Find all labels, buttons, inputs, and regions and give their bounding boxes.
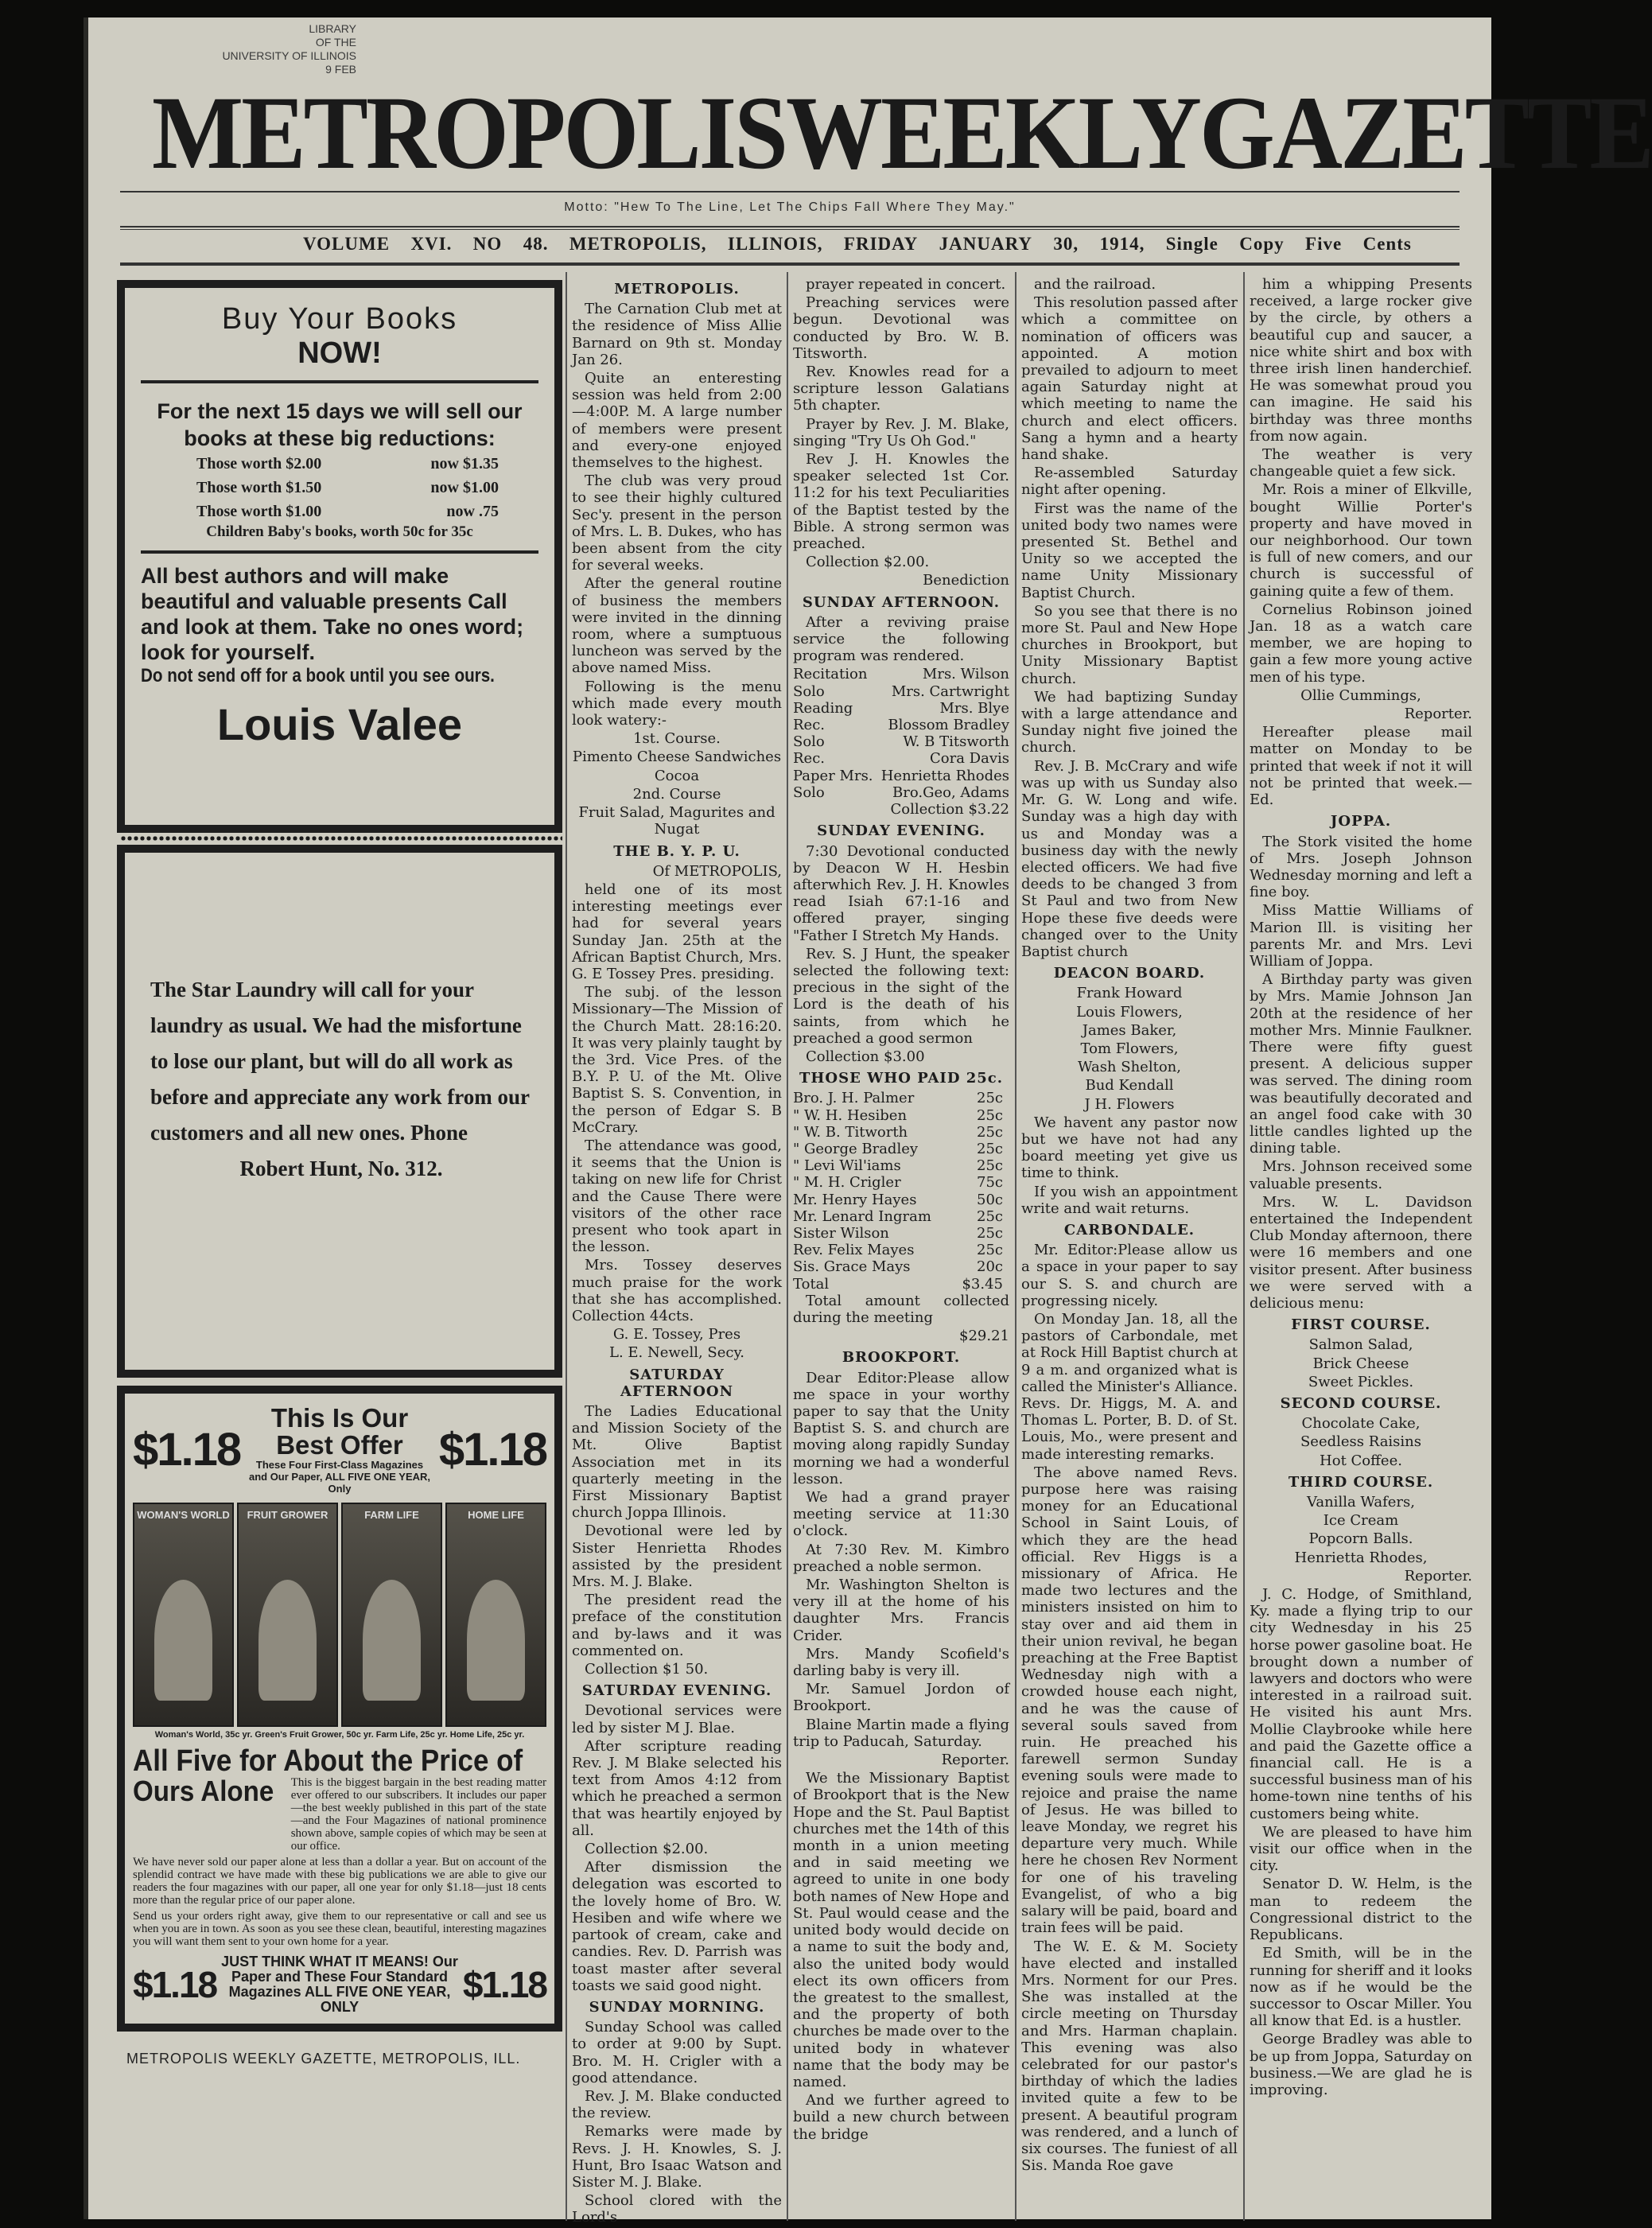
paragraph: Collection $1 50. — [585, 1661, 709, 1678]
price-value: now $1.35 — [430, 455, 499, 472]
newspaper-page — [84, 17, 1652, 2226]
payer: Rev. Felix Mayes — [793, 1242, 915, 1259]
amount: 75c — [977, 1174, 1003, 1192]
program-row — [793, 750, 1009, 767]
program-item: Solo — [793, 783, 825, 801]
price-label: Those worth $1.50 — [196, 479, 322, 496]
paragraph: On Monday Jan. 18, all the pastors of Carbondale, met at Rock Hill Baptist church at 9 a m. and organized what is called the Minister's Alliance. Revs. Dr. Higgs, M. A. and Thomas L. Porter, B. D. of St. Louis, Mo., were present and made interesting remarks. — [1021, 1310, 1238, 1463]
dotted-divider — [120, 835, 562, 842]
volume-word: Single — [1165, 234, 1219, 254]
section-heading: CARBONDALE. — [1063, 1221, 1195, 1238]
masthead-word: METROPOLIS — [152, 75, 787, 192]
paragraph: Rev J. H. Knowles the speaker selected 1st Cor. 11:2 for his text Peculiarities of the Baptist tested by the Bible. A strong sermon was preached. — [793, 451, 1009, 553]
paragraph: J. C. Hodge, of Smithland, Ky. made a flying trip to our city Wednesday in his 25 horse power gasoline boat. He brought down a number of lawyers and doctors who were interested in a railroad suit. He visited his aunt Mrs. Mollie Claybrooke while here and paid the Gazette office a financial call. He is a successful business man of his home-town nine tenths of his customers being white. — [1250, 1586, 1472, 1822]
amount: 25c — [977, 1224, 1003, 1242]
paragraph: We havent any pastor now but we have not had any board meeting yet give us time to think. — [1021, 1114, 1238, 1182]
magazine-cover: FRUIT GROWER — [237, 1503, 338, 1727]
program-item: Rec. — [793, 717, 826, 734]
payment-row — [793, 1124, 1009, 1141]
paragraph: Mr. Samuel Jordon of Brookport. — [793, 1681, 1009, 1715]
paragraph: We had baptizing Sunday with a large attendance and Sunday night five joined the church. — [1021, 688, 1238, 756]
menu-item: Chocolate Cake, — [1301, 1415, 1421, 1433]
deacon-name: James Baker, — [1082, 1021, 1177, 1039]
paragraph: Total amount collected during the meeting — [793, 1292, 1009, 1326]
books-ad — [117, 280, 562, 833]
volume-word: XVI. — [410, 234, 453, 254]
paragraph: If you wish an appointment write and wait returns. — [1021, 1183, 1238, 1217]
price-row — [141, 452, 538, 476]
paragraph: After scripture reading Rev. J. M Blake selected his text from Amos 4:12 from which he preached a sermon that was heartily enjoyed by all. — [572, 1737, 782, 1839]
paragraph: The attendance was good, it seems that the Union is taking on new life for Christ and the Cause There were visitors of the other race present who took apart in the lesson. — [572, 1137, 782, 1256]
paragraph: Remarks were made by Revs. J. H. Knowles, S. J. Hunt, Bro Isaac Watson and Sister M. J. Blake. — [572, 2123, 782, 2191]
menu-item: Ice Cream — [1323, 1512, 1399, 1530]
divider — [120, 226, 1460, 227]
ad-advertiser: Louis Valee — [216, 699, 463, 749]
deacon-name: Tom Flowers, — [1080, 1040, 1179, 1057]
section-heading: SUNDAY MORNING. — [589, 1998, 765, 2016]
volume-word: Five — [1305, 234, 1343, 254]
amount: $29.21 — [959, 1328, 1009, 1345]
ad-body: All best authors and will make beautiful and valuable presents Call and look at them. Take no ones word; look for yourself. — [141, 564, 524, 664]
menu-item: Brick Cheese — [1312, 1355, 1409, 1372]
payment-row — [793, 1090, 1009, 1106]
volume-word: Copy — [1239, 234, 1285, 254]
section-heading: METROPOLIS. — [614, 281, 740, 297]
ad-headline: This Is Our Best Offer — [270, 1403, 409, 1460]
news-column — [572, 276, 782, 2228]
volume-word: FRIDAY — [843, 234, 919, 254]
ad-body: The Star Laundry will call for your laundry as usual. We had the misfortune to lose our plant, but will do all work as before and appreciate any work from our customers and all new ones. Phone — [150, 978, 530, 1145]
menu-item: Hot Coffee. — [1320, 1452, 1402, 1469]
program-row — [793, 784, 1009, 801]
paragraph: We are pleased to have him visit our office when in the city. — [1250, 1823, 1472, 1875]
price-badge: $1.18 — [438, 1424, 546, 1476]
ad-signature: Robert Hunt, No. 312. — [239, 1157, 443, 1180]
ad-headline: All Five for About the Price of — [133, 1744, 523, 1778]
paragraph: Devotional services were led by sister M J. Blae. — [572, 1702, 782, 1736]
payment-row — [793, 1157, 1009, 1174]
divider — [120, 229, 1460, 230]
divider — [141, 380, 538, 383]
ad-headline: Ours Alone — [133, 1775, 274, 1807]
menu-item: 2nd. Course — [632, 785, 721, 803]
amount: 25c — [977, 1207, 1003, 1225]
ad-subheadline: These Four First-Class Magazines and Our Paper, ALL FIVE ONE YEAR, Only — [248, 1459, 431, 1495]
deacon-name: Louis Flowers, — [1076, 1003, 1183, 1021]
volume-word: METROPOLIS, — [569, 234, 707, 254]
collection-line: Collection $3.22 — [890, 801, 1009, 818]
section-heading: SUNDAY AFTERNOON. — [802, 593, 1001, 611]
amount: 25c — [977, 1106, 1003, 1124]
paragraph: Dear Editor:Please allow me space in your worthy paper to say that the Unity Baptist S. S. and church are moving along rapidly Sunday morning we had a wonderful lesson. — [793, 1369, 1009, 1487]
payer: " M. H. Crigler — [793, 1174, 901, 1192]
ad-headline: Buy Your Books — [221, 302, 458, 336]
section-heading: FIRST COURSE. — [1291, 1316, 1431, 1334]
volume-word: 30, — [1053, 234, 1079, 254]
program-item: Solo — [793, 733, 825, 751]
paragraph: We the Missionary Baptist of Brookport that is the New Hope and the St. Paul Baptist churches met the 14th of this month in a union meeting and in said meeting we agreed to unite in one body both names of New Hope and St. Paul would cease and the united body would decide on a name to suit the body and, also the united body would elect its own officers from the greatest to the smallest, and the property of both churches be made over to the united body in whatever name that the body may be named. — [793, 1770, 1010, 2090]
program-item: Rec. — [793, 750, 826, 768]
volume-word: JANUARY — [939, 234, 1032, 254]
volume-word: ILLINOIS, — [727, 234, 823, 254]
news-column — [793, 276, 1009, 2144]
price-badge: $1.18 — [133, 1424, 241, 1476]
program-performer: Mrs. Blye — [939, 699, 1009, 717]
paragraph: Benediction — [923, 572, 1009, 589]
section-heading: BROOKPORT. — [842, 1349, 961, 1367]
paragraph: prayer repeated in concert. — [806, 276, 1006, 293]
deacon-name: Frank Howard — [1076, 985, 1183, 1002]
payer: " W. B. Titworth — [793, 1123, 908, 1141]
payer: " W. H. Hesiben — [793, 1106, 908, 1124]
payment-row — [793, 1225, 1009, 1242]
signature: G. E. Tossey, Pres — [612, 1326, 741, 1343]
section-heading: THOSE WHO PAID 25c. — [799, 1070, 1003, 1087]
paragraph: The W. E. & M. Society have elected and installed Mrs. Norment for our Pres. She was installed at the circle meeting on Thursday and Mrs. Harman chaplain. This evening was also celebrated for our pastor's birthday of which the ladies invited quite a few to be present. A beautiful program was rendered, and a lunch of six courses. The funiest of all Sis. Manda Roe gave — [1021, 1938, 1238, 2175]
section-heading: SECOND COURSE. — [1280, 1395, 1442, 1412]
program-performer: Henrietta Rhodes — [880, 767, 1009, 784]
paragraph: Prayer by Rev. J. M. Blake, singing "Try Us Oh God." — [793, 415, 1009, 449]
masthead-word: WEEKLY — [786, 75, 1199, 192]
stamp-line: OF THE — [315, 36, 356, 49]
section-heading: THE B. Y. P. U. — [613, 842, 740, 860]
amount: 50c — [977, 1191, 1003, 1208]
paragraph: Senator D. W. Helm, is the man to redeem the Congressional district to the Republicans. — [1250, 1876, 1472, 1944]
divider — [120, 262, 1460, 266]
menu-item: Seedless Raisins — [1300, 1433, 1422, 1451]
paragraph: The above named Revs. purpose here was raising money for an Educational School in Saint Louis, of which they are the head official. Rev Higgs is a missionary of Africa. He made two lectures and the ministers insisted on him to stay over and aid them in their union revival, he began preaching at the Free Baptist Wednesday nigh with a crowded house each night, and he was the cause of several souls saved from ruin. He preached his farewell sermon Sunday evening souls were made to rejoice and praise the name of Jesus. He was billed to leave Monday, we regret his departure very much. While here he chosen Rev Norment for one of his traveling Evangelist, of who a big salary will be paid, board and train fees will be paid. — [1021, 1464, 1238, 1937]
ad-body: We have never sold our paper alone at less than a dollar a year. But on account of the splendid contract we have made with these big publications we are able to give our readers the four magazines with our paper, all one year for only $1.18—just 18 cents more than the regular price of our paper alone. — [133, 1856, 546, 1907]
paragraph: The club was very proud to see their highly cultured Sec'y. present in the person of Mrs. L. B. Dukes, who has been absent from the city for several weeks. — [572, 472, 782, 574]
volume-word: Cents — [1362, 234, 1412, 254]
column-rule — [787, 272, 788, 2221]
column-rule — [1015, 272, 1016, 2221]
paragraph: The weather is very changeable quiet a few sick. — [1250, 446, 1472, 480]
volume-word: 1914, — [1099, 234, 1145, 254]
payer: " Levi Wil'iams — [793, 1157, 901, 1175]
paragraph: And we further agreed to build a new church between the bridge — [793, 2092, 1009, 2143]
volume-word: VOLUME — [303, 234, 391, 254]
volume-line — [303, 234, 1412, 255]
price-row — [141, 476, 538, 500]
masthead-title — [136, 56, 1652, 194]
signature: L. E. Newell, Secy. — [609, 1344, 744, 1362]
magazine-prices: Woman's World, 35c yr. Green's Fruit Grower, 50c yr. Farm Life, 25c yr. Home Life, 25c yr. — [154, 1730, 525, 1740]
ad-tagline: JUST THINK WHAT IT MEANS! Our Paper and These Four Standard Magazines ALL FIVE ONE YEAR, ONLY — [221, 1954, 458, 2015]
paragraph: First was the name of the united body two names were presented St. Bethel and Unity so we accepted the name Unity Missionary Baptist Church. — [1021, 500, 1238, 601]
program-performer: W. B Titsworth — [903, 733, 1009, 751]
payer: Total — [793, 1275, 830, 1293]
amount: 25c — [977, 1123, 1003, 1141]
paragraph: Rev. J. M. Blake conducted the review. — [572, 2087, 782, 2122]
menu-item: Cocoa — [654, 767, 700, 784]
price-value: now .75 — [446, 503, 499, 520]
deacon-name: Wash Shelton, — [1078, 1059, 1181, 1076]
ad-header — [133, 1405, 546, 1495]
paragraph: After a reviving praise service the following program was rendered. — [793, 613, 1009, 665]
payment-row — [793, 1174, 1009, 1191]
program-row — [793, 768, 1009, 784]
subheading: Of METROPOLIS, — [652, 862, 782, 880]
paragraph: The president read the preface of the constitution and by-laws and it was commented on. — [572, 1592, 782, 1659]
paragraph: The Stork visited the home of Mrs. Joseph Johnson Wednesday morning and left a fine boy. — [1250, 833, 1472, 901]
paragraph: Rev. Knowles read for a scripture lesson Galatians 5th chapter. — [793, 364, 1009, 414]
program-item: Solo — [793, 682, 825, 700]
program-performer: Bro.Geo, Adams — [892, 783, 1009, 801]
amount: 25c — [977, 1157, 1003, 1175]
program-item: Reading — [793, 699, 853, 717]
magazine-offer-ad — [117, 1386, 562, 2032]
paragraph: Cornelius Robinson joined Jan. 18 as a watch care member, we are hoping to gain a few more young active men of his type. — [1250, 601, 1472, 686]
paragraph: At 7:30 Rev. M. Kimbro preached a noble sermon. — [793, 1541, 1009, 1575]
amount: 25c — [977, 1242, 1003, 1259]
menu-item: Popcorn Balls. — [1308, 1530, 1413, 1548]
paragraph: After the general routine of business the members were invited in the dinning room, where a sumptuous luncheon was served by the above named Miss. — [572, 575, 782, 677]
stamp-line: LIBRARY — [309, 22, 356, 35]
paragraph: Re-assembled Saturday night after opening. — [1021, 465, 1238, 499]
menu-item: Vanilla Wafers, — [1307, 1494, 1415, 1511]
stamp-line: 9 FEB — [325, 63, 356, 76]
program-item: Paper Mrs. — [793, 767, 873, 784]
paragraph: George Bradley was able to be up from Joppa, Saturday on business.—We are glad he is improving. — [1250, 2031, 1472, 2098]
paragraph: Miss Mattie Williams of Marion Ill. is visiting her parents Mr. and Mrs. Levi William of Joppa. — [1250, 902, 1472, 970]
paragraph: 7:30 Devotional conducted by Deacon W H. Hesbin afterwhich Rev. J. H. Knowles read Isiah 67:1-16 and offered prayer, singing "Father I Stretch My Hands. — [793, 842, 1009, 944]
ad-lead: For the next 15 days we will sell our books at these big reductions: — [157, 399, 523, 450]
program-row — [793, 733, 1009, 750]
payment-row — [793, 1258, 1009, 1275]
section-heading: THIRD COURSE. — [1288, 1473, 1434, 1491]
payer: Mr. Henry Hayes — [793, 1191, 917, 1208]
menu-item: 1st. Course. — [633, 730, 721, 748]
payment-row — [793, 1107, 1009, 1124]
price-value: now $1.00 — [430, 479, 499, 496]
payment-row — [793, 1141, 1009, 1157]
paragraph: Devotional were led by Sister Henrietta Rhodes assisted by the president Mrs. M. J. Blake. — [572, 1522, 782, 1591]
program-row — [793, 717, 1009, 733]
paragraph: Rev. S. J Hunt, the speaker selected the following text: precious in the sight of the Lord is the death of his saints, from which he preached a good sermon — [793, 945, 1009, 1047]
magazine-covers — [133, 1503, 546, 1727]
program-row — [793, 683, 1009, 700]
amount: 20c — [977, 1258, 1003, 1276]
volume-word: NO — [472, 234, 503, 254]
paragraph: Ed Smith, will be in the running for sheriff and it looks now as if he would be the successor to Oscar Miller. You all know that Ed. is a hustler. — [1250, 1945, 1473, 2030]
paragraph: Mr. Editor:Please allow us a space in your paper to say our S. S. and church are progressing nicely. — [1021, 1242, 1238, 1309]
ad-body: Send us your orders right away, give them to our representative or call and see us when you are in town. As soon as you see these clean, beautiful, interesting magazines you will want them sent to your own home for a year. — [133, 1910, 546, 1948]
paragraph: Mrs. Johnson received some valuable presents. — [1250, 1158, 1472, 1192]
signature: Reporter. — [1404, 1567, 1472, 1584]
footer-imprint: METROPOLIS WEEKLY GAZETTE, METROPOLIS, ILL. — [126, 2051, 521, 2067]
section-heading: SATURDAY AFTERNOON — [620, 1366, 734, 1400]
paragraph: Mr. Washington Shelton is very ill at the home of his daughter Mrs. Francis Crider. — [793, 1577, 1009, 1644]
ad-headline: NOW! — [297, 336, 382, 370]
ad-line: Do not send off for a book until you see ours. — [141, 665, 495, 686]
payment-row — [793, 1276, 1009, 1293]
paragraph: Following is the menu which made every mouth look watery:- — [572, 678, 782, 729]
payment-row — [793, 1192, 1009, 1208]
amount: $3.45 — [962, 1275, 1003, 1293]
program-performer: Mrs. Cartwright — [891, 682, 1009, 700]
signature: Reporter. — [1404, 706, 1472, 723]
divider — [141, 550, 538, 554]
amount: 25c — [977, 1140, 1003, 1157]
section-heading: DEACON BOARD. — [1053, 965, 1206, 982]
magazine-cover: FARM LIFE — [341, 1503, 442, 1727]
paragraph: We had a grand prayer meeting service at 11:30 o'clock. — [793, 1489, 1009, 1540]
paragraph: Mrs. Mandy Scofield's darling baby is very ill. — [793, 1645, 1009, 1680]
price-badge: $1.18 — [462, 1964, 546, 2005]
program-item: Recitation — [793, 666, 868, 683]
paragraph: Collection $3.00 — [806, 1048, 925, 1065]
column-rule — [1243, 272, 1245, 2221]
news-column — [1021, 276, 1238, 2176]
paragraph: Rev. J. B. McCrary and wife was up with us Sunday also Mr. G. W. Long and wife. Sunday was a high day with us and Monday was a business day with the newly elected officers. We had five deeds to be changed 3 from St Paul and two from New Hope these five deeds were changed over to the Unity Baptist church — [1021, 757, 1238, 960]
paragraph: Mrs. Tossey deserves much praise for the work that she has accomplished. Collection 44cts. — [572, 1257, 782, 1324]
menu-item: Sweet Pickles. — [1308, 1373, 1414, 1390]
ad-line: Children Baby's books, worth 50c for 35c — [206, 523, 473, 540]
paragraph: Sunday School was called to order at 9:00 by Supt. Bro. M. H. Crigler with a good attendance. — [572, 2019, 782, 2086]
paragraph: This resolution passed after which a committee on nomination of officers was appointed. A motion prevailed to adjourn to meet again Saturday night at which meeting to name the church and elect officers. Sang a hymn and a hearty hand shake. — [1021, 294, 1238, 464]
paragraph: Blaine Martin made a flying trip to Paducah, Saturday. — [793, 1716, 1009, 1750]
payer: " George Bradley — [793, 1140, 919, 1157]
ad-body: This is the biggest bargain in the best reading matter ever offered to our subscribers. It includes our paper—the best weekly published in this part of the state—and the Four Magazines of national prominence shown above, sample copies of which may be seen at our office. — [290, 1776, 546, 1853]
stamp-line: UNIVERSITY OF ILLINOIS — [222, 49, 356, 62]
paragraph: held one of its most interesting meetings ever had for several years Sunday Jan. 25th at the African Baptist Church, Mrs. G. E Tossey Pres. presiding. — [572, 881, 782, 982]
masthead-word: GAZETTE — [1199, 75, 1652, 192]
price-badge: $1.18 — [133, 1964, 217, 2005]
paragraph: School clored with the Lord's — [572, 2192, 782, 2226]
price-row — [141, 500, 538, 523]
program-performer: Mrs. Wilson — [922, 666, 1009, 683]
price-label: Those worth $1.00 — [196, 503, 322, 520]
magazine-cover: WOMAN'S WORLD — [133, 1503, 234, 1727]
paragraph: Mr. Rois a miner of Elkville, bought Willie Porter's property and have moved in our neighborhood. Our town is full of new comers, and our church is successful of gaining quite a few of them. — [1250, 481, 1472, 600]
paragraph: Preaching services were begun. Devotional was conducted by Bro. W. B. Titsworth. — [793, 294, 1009, 362]
amount: 25c — [977, 1090, 1003, 1107]
magazine-cover: HOME LIFE — [445, 1503, 546, 1727]
paragraph: Hereafter please mail matter on Monday to be printed that week if not it will not be printed that week.—Ed. — [1250, 724, 1472, 809]
menu-item: Salmon Salad, — [1308, 1336, 1413, 1354]
program-performer: Cora Davis — [930, 750, 1009, 768]
price-label: Those worth $2.00 — [196, 455, 322, 472]
paragraph: and the railroad. — [1034, 276, 1156, 293]
signature: Henrietta Rhodes, — [1294, 1549, 1428, 1566]
program-row — [793, 666, 1009, 682]
deacon-name: J H. Flowers — [1084, 1095, 1175, 1113]
paragraph: Mrs. W. L. Davidson entertained the Independent Club Monday afternoon, there were 16 members and one visitor present. After business we were served with a delicious menu: — [1250, 1193, 1472, 1312]
paragraph: The Carnation Club met at the residence of Miss Allie Barnard on 9th st. Monday Jan 26. — [572, 301, 782, 368]
program-performer: Blossom Bradley — [888, 717, 1009, 734]
signature: Reporter. — [941, 1752, 1009, 1769]
payment-row — [793, 1208, 1009, 1225]
payment-row — [793, 1242, 1009, 1258]
paragraph: So you see that there is no more St. Paul and New Hope churches in Brookport, but Unity Missionary Baptist church. — [1021, 602, 1238, 687]
paragraph: A Birthday party was given by Mrs. Mamie Johnson Jan 20th at the residence of her mother Mrs. Minnie Faulkner. There were fifty guest present. A delicious supper was served. The dining room was beautifully decorated and an angel food cake with 30 little candles lighted up the dining table. — [1250, 971, 1472, 1157]
payer: Sister Wilson — [793, 1224, 889, 1242]
payer: Sis. Grace Mays — [793, 1258, 911, 1276]
section-heading: SATURDAY EVENING. — [581, 1682, 772, 1700]
menu-item: Pimento Cheese Sandwiches — [572, 748, 782, 766]
deacon-name: Bud Kendall — [1085, 1077, 1174, 1095]
news-column — [1250, 276, 1472, 2100]
column-rule — [566, 272, 567, 2221]
paragraph: him a whipping Presents received, a large rocker give by the circle, by others a beautiful cup and saucer, a nice white shirt and box with three irish linen handerchief. He was somewhat proud you can imagine. He said his birthday was three months from now again. — [1250, 276, 1472, 445]
paragraph: Collection $2.00. — [585, 1841, 709, 1858]
paragraph: After dismission the delegation was escorted to the lovely home of Bro. W. Hesiben and wife where we partook of cream, cake and candies. Rev. D. Parrish was toast master after several toasts we said good night. — [572, 1859, 782, 1994]
paragraph: Collection $2.00. — [806, 554, 930, 571]
signature: Ollie Cummings, — [1300, 686, 1421, 704]
laundry-ad — [117, 845, 562, 1378]
payer: Bro. J. H. Palmer — [793, 1090, 915, 1107]
paragraph: The subj. of the lesson Missionary—The Mission of the Church Matt. 28:16:20. It was very plainly taught by the 3rd. Vice Pres. of the B.Y. P. U. of the Mt. Olive Baptist S. S. Convention, in the person of Edgar S. B McCrary. — [572, 984, 782, 1136]
motto: Motto: "Hew To The Line, Let The Chips Fall Where They May." — [564, 200, 1016, 214]
section-heading: JOPPA. — [1330, 813, 1392, 830]
payer: Mr. Lenard Ingram — [793, 1207, 931, 1225]
paragraph: The Ladies Educational and Mission Society of the Mt. Olive Baptist Association met in its quarterly meeting in the First Missionary Baptist church Joppa Illinois. — [572, 1403, 782, 1522]
menu-item: Fruit Salad, Magurites and Nugat — [578, 804, 775, 838]
program-row — [793, 700, 1009, 717]
ad-footer — [133, 1954, 546, 2015]
section-heading: SUNDAY EVENING. — [817, 822, 985, 840]
volume-word: 48. — [523, 234, 549, 254]
paragraph: Quite an enteresting session was held from 2:00—4:00P. M. A large number of members were present and every-one enjoyed themselves to the highest. — [572, 370, 782, 472]
divider — [120, 191, 1460, 192]
